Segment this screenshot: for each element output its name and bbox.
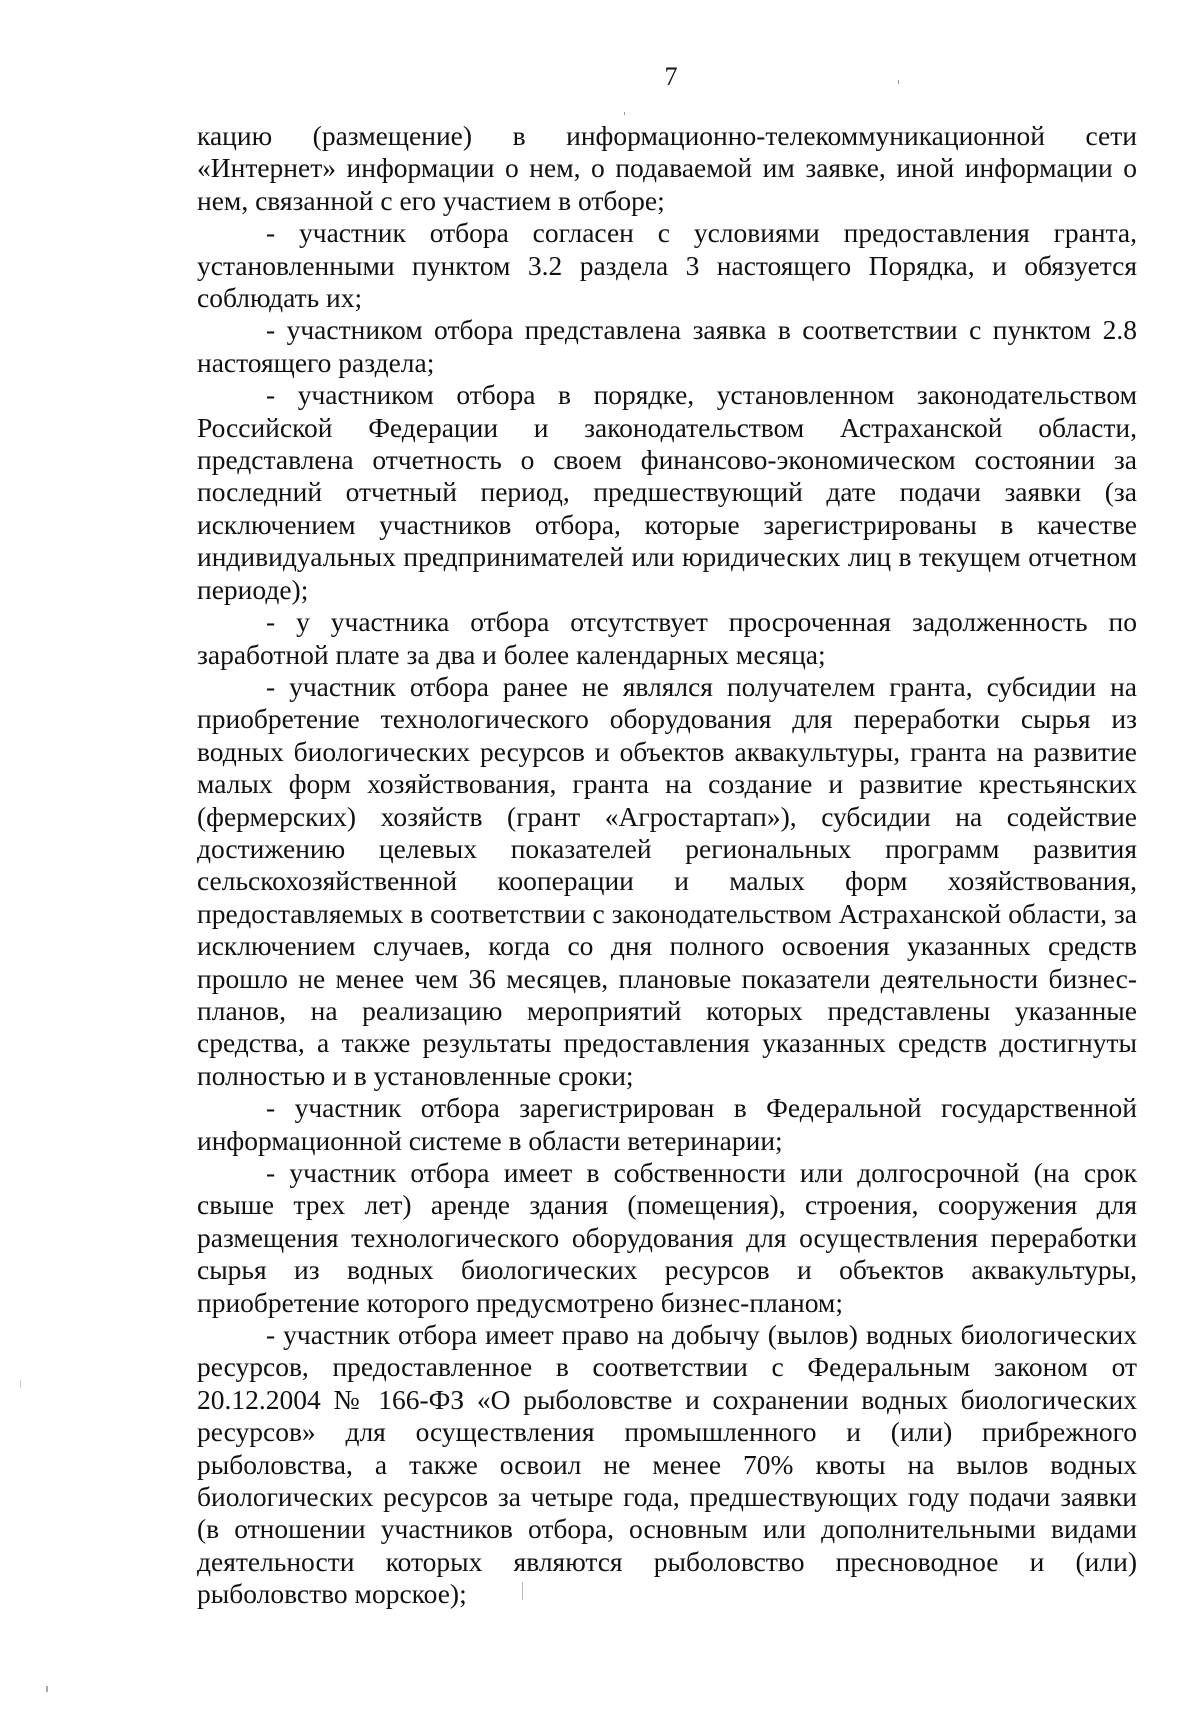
paragraph-no-wage-debt: - у участника отбора отсутствует просроченная задолженность по заработной плате за два и более календарных месяца; <box>197 606 1137 670</box>
scan-speck <box>522 1582 523 1600</box>
paragraph-vet-system-registration: - участник отбора зарегистрирован в Федеральной государственной информационной системе в области ветеринарии; <box>197 1092 1137 1156</box>
paragraph-application-submitted: - участником отбора представлена заявка в соответствии с пунктом 2.8 настоящего раздела; <box>197 314 1137 378</box>
page-number: 7 <box>664 62 678 91</box>
paragraph-premises-ownership: - участник отбора имеет в собственности или долгосрочной (на срок свыше трех лет) аренде здания (помещения), строения, сооружения для размещения технологического оборудования для осуществления переработки сырья из водных биологических ресурсов и объектов аквакультуры, приобретение которого предусмотрено бизнес-планом; <box>197 1157 1137 1318</box>
scan-speck <box>624 112 625 115</box>
paragraph-fishing-rights: - участник отбора имеет право на добычу (вылов) водных биологических ресурсов, предоставленное в соответствии с Федеральным законом от 20.12.2004 № 166-ФЗ «О рыболовстве и сохранении водных биологических ресурсов» для осуществления промышленного и (или) прибрежного рыболовства, а также освоил не менее 70% квоты на вылов водных биологических ресурсов за четыре года, предшествующих году подачи заявки (в отношении участников отбора, основным или дополнительными видами деятельности которых являются рыболовство пресноводное и (или) рыболовство морское); <box>197 1319 1137 1610</box>
paragraph-continuation: кацию (размещение) в информационно-телекоммуникационной сети «Интернет» информации о нем, о подаваемой им заявке, иной информации о нем, связанной с его участием в отборе; <box>197 120 1137 216</box>
document-body <box>197 120 1137 1611</box>
paragraph-not-previous-recipient: - участник отбора ранее не являлся получателем гранта, субсидии на приобретение технологического оборудования для переработки сырья из водных биологических ресурсов и объектов аквакультуры, гранта на развитие малых форм хозяйствования, гранта на создание и развитие крестьянских (фермерских) хозяйств (грант «Агростартап»), субсидии на содействие достижению целевых показателей региональных программ развития сельскохозяйственной кооперации и малых форм хозяйствования, предоставляемых в соответствии с законодательством Астраханской области, за исключением случаев, когда со дня полного освоения указанных средств прошло не менее чем 36 месяцев, плановые показатели деятельности бизнес-планов, на реализацию мероприятий которых представлены указанные средства, а также результаты предоставления указанных средств достигнуты полностью и в установленные сроки; <box>197 670 1137 1091</box>
paragraph-financial-reporting: - участником отбора в порядке, установленном законодательством Российской Федерации и законодательством Астраханской области, представлена отчетность о своем финансово-экономическом состоянии за последний отчетный период, предшествующий дате подачи заявки (за исключением участников отбора, которые зарегистрированы в качестве индивидуальных предпринимателей или юридических лиц в текущем отчетном периоде); <box>197 379 1137 605</box>
scan-speck <box>898 80 899 84</box>
scan-speck <box>20 1380 21 1388</box>
paragraph-conditions-agreement: - участник отбора согласен с условиями предоставления гранта, установленными пунктом 3.2 раздела 3 настоящего Порядка, и обязуется соблюдать их; <box>197 217 1137 314</box>
scan-speck <box>46 1686 48 1692</box>
